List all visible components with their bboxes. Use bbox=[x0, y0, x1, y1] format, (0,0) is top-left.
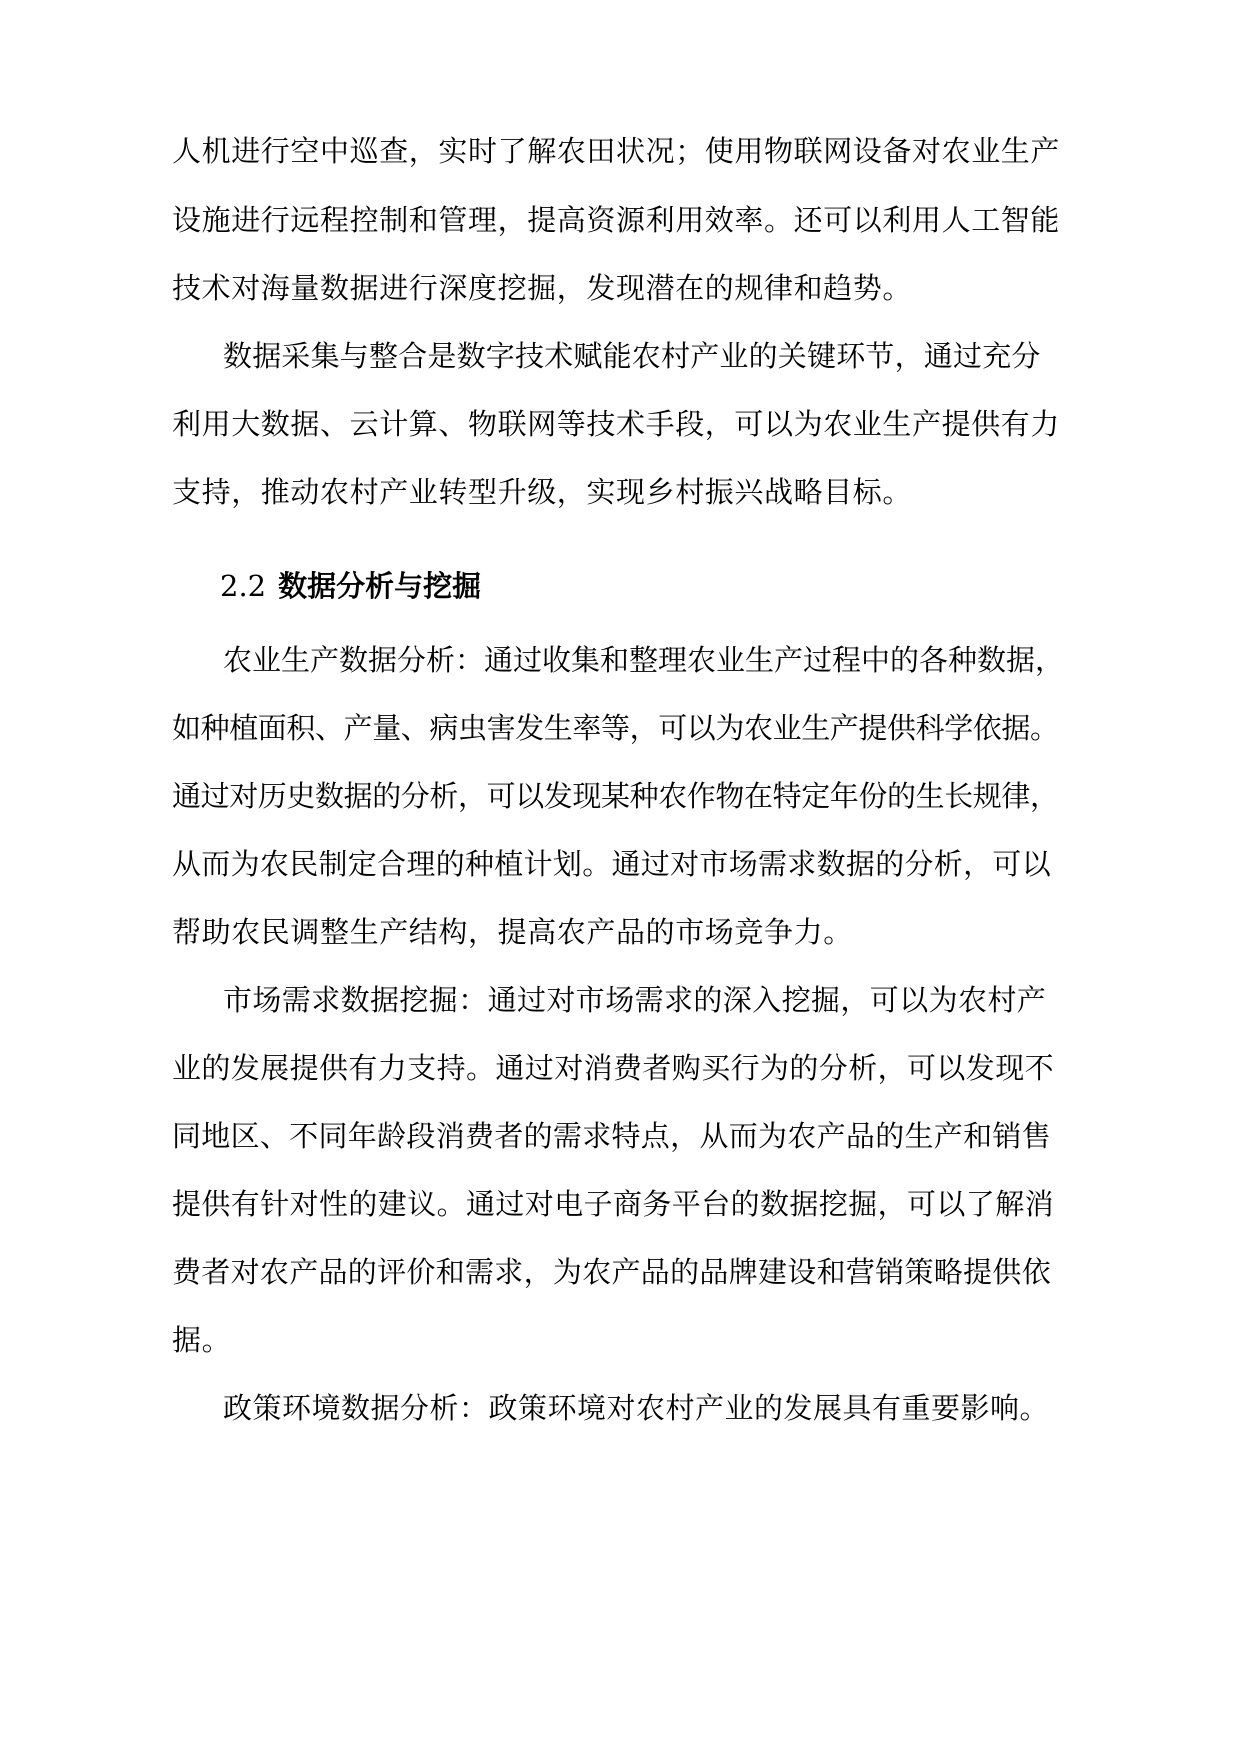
paragraph-line: 据。 bbox=[172, 1323, 232, 1357]
paragraph-line: 利用大数据、云计算、物联网等技术手段，可以为农业生产提供有力 bbox=[172, 407, 1061, 441]
section-number: 2.2 bbox=[220, 569, 267, 603]
paragraph-line: 帮助农民调整生产结构，提高农产品的市场竞争力。 bbox=[172, 915, 853, 949]
paragraph-line: 数据采集与整合是数字技术赋能农村产业的关键环节，通过充分 bbox=[223, 339, 1041, 373]
section-title: 数据分析与挖掘 bbox=[278, 569, 482, 603]
paragraph-line: 人机进行空中巡查，实时了解农田状况；使用物联网设备对农业生产 bbox=[172, 134, 1061, 168]
paragraph-line: 通过对历史数据的分析，可以发现某种农作物在特定年份的生长规律， bbox=[172, 779, 1059, 813]
paragraph-line: 农业生产数据分析：通过收集和整理农业生产过程中的各种数据， bbox=[223, 643, 1065, 677]
paragraph-line: 同地区、不同年龄段消费者的需求特点，从而为农产品的生产和销售 bbox=[172, 1119, 1052, 1153]
paragraph-line: 支持，推动农村产业转型升级，实现乡村振兴战略目标。 bbox=[172, 475, 913, 509]
section-heading bbox=[220, 566, 481, 606]
paragraph-line: 提供有针对性的建议。通过对电子商务平台的数据挖掘，可以了解消 bbox=[172, 1187, 1055, 1221]
paragraph-line: 从而为农民制定合理的种植计划。通过对市场需求数据的分析，可以 bbox=[172, 847, 1052, 881]
paragraph-line: 市场需求数据挖掘：通过对市场需求的深入挖掘，可以为农村产 bbox=[223, 983, 1047, 1017]
paragraph-line: 业的发展提供有力支持。通过对消费者购买行为的分析，可以发现不 bbox=[172, 1051, 1055, 1085]
paragraph-line: 技术对海量数据进行深度挖掘，发现潜在的规律和趋势。 bbox=[172, 271, 913, 305]
paragraph-line: 费者对农产品的评价和需求，为农产品的品牌建设和营销策略提供依 bbox=[172, 1255, 1052, 1289]
paragraph-line: 如种植面积、产量、病虫害发生率等，可以为农业生产提供科学依据。 bbox=[172, 711, 1059, 745]
paragraph-line: 政策环境数据分析：政策环境对农村产业的发展具有重要影响。 bbox=[223, 1391, 1050, 1425]
paragraph-line: 设施进行远程控制和管理，提高资源利用效率。还可以利用人工智能 bbox=[172, 203, 1061, 237]
